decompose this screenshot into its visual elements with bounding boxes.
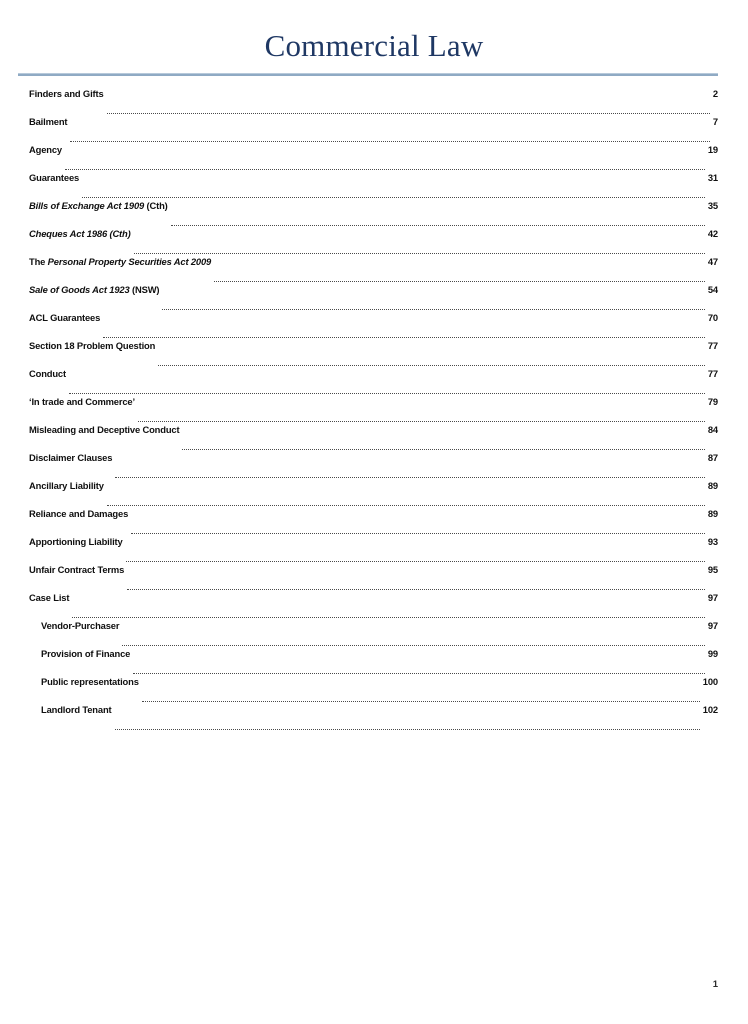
toc-entry-page-number: 102 bbox=[702, 704, 718, 715]
toc-entry-page-number: 19 bbox=[707, 144, 718, 155]
toc-entry[interactable] bbox=[0, 592, 748, 620]
toc-dot-leader bbox=[133, 673, 705, 674]
toc-entry-label: Landlord Tenant bbox=[41, 704, 112, 715]
toc-entry-page-number: 97 bbox=[707, 620, 718, 631]
toc-entry[interactable] bbox=[0, 172, 748, 200]
toc-entry[interactable] bbox=[0, 368, 748, 396]
toc-dot-leader bbox=[122, 645, 705, 646]
toc-entry-page-number: 47 bbox=[707, 256, 718, 267]
toc-dot-leader bbox=[142, 701, 700, 702]
table-of-contents bbox=[0, 88, 748, 732]
toc-dot-leader bbox=[158, 365, 705, 366]
toc-entry-page-number: 2 bbox=[712, 88, 718, 99]
toc-entry[interactable] bbox=[0, 648, 748, 676]
toc-dot-leader bbox=[131, 533, 705, 534]
toc-entry-page-number: 84 bbox=[707, 424, 718, 435]
toc-entry-page-number: 95 bbox=[707, 564, 718, 575]
toc-entry[interactable] bbox=[0, 704, 748, 732]
toc-dot-leader bbox=[115, 729, 700, 730]
toc-entry-label: Ancillary Liability bbox=[29, 480, 104, 491]
toc-entry-page-number: 93 bbox=[707, 536, 718, 547]
toc-entry[interactable] bbox=[0, 620, 748, 648]
toc-entry-page-number: 54 bbox=[707, 284, 718, 295]
toc-entry-page-number: 31 bbox=[707, 172, 718, 183]
toc-entry-label: Case List bbox=[29, 592, 70, 603]
toc-dot-leader bbox=[69, 393, 705, 394]
toc-entry[interactable] bbox=[0, 480, 748, 508]
toc-dot-leader bbox=[138, 421, 705, 422]
toc-dot-leader bbox=[107, 113, 710, 114]
toc-entry[interactable] bbox=[0, 536, 748, 564]
toc-entry-label: ACL Guarantees bbox=[29, 312, 101, 323]
toc-entry-page-number: 42 bbox=[707, 228, 718, 239]
toc-entry[interactable] bbox=[0, 340, 748, 368]
footer-page-number: 1 bbox=[712, 979, 718, 990]
toc-entry[interactable] bbox=[0, 396, 748, 424]
toc-dot-leader bbox=[171, 225, 705, 226]
toc-entry-label: Section 18 Problem Question bbox=[29, 340, 156, 351]
toc-entry-label: Bailment bbox=[29, 116, 68, 127]
toc-entry-label: Conduct bbox=[29, 368, 66, 379]
toc-dot-leader bbox=[72, 617, 705, 618]
toc-dot-leader bbox=[126, 561, 705, 562]
toc-entry-label: Disclaimer Clauses bbox=[29, 452, 113, 463]
toc-entry-page-number: 77 bbox=[707, 368, 718, 379]
toc-entry[interactable] bbox=[0, 228, 748, 256]
toc-dot-leader bbox=[134, 253, 705, 254]
toc-dot-leader bbox=[70, 141, 710, 142]
toc-entry-page-number: 79 bbox=[707, 396, 718, 407]
toc-entry[interactable] bbox=[0, 676, 748, 704]
toc-entry[interactable] bbox=[0, 424, 748, 452]
toc-entry-label: Public representations bbox=[41, 676, 139, 687]
toc-entry-page-number: 35 bbox=[707, 200, 718, 211]
toc-dot-leader bbox=[65, 169, 705, 170]
toc-entry[interactable] bbox=[0, 144, 748, 172]
toc-entry-page-number: 99 bbox=[707, 648, 718, 659]
toc-entry[interactable] bbox=[0, 564, 748, 592]
toc-entry-label: Vendor-Purchaser bbox=[41, 620, 120, 631]
toc-entry-page-number: 100 bbox=[702, 676, 718, 687]
toc-entry-page-number: 89 bbox=[707, 480, 718, 491]
toc-entry-label: Apportioning Liability bbox=[29, 536, 123, 547]
toc-entry-label: Finders and Gifts bbox=[29, 88, 104, 99]
toc-entry[interactable] bbox=[0, 284, 748, 312]
toc-entry-page-number: 89 bbox=[707, 508, 718, 519]
toc-entry[interactable] bbox=[0, 200, 748, 228]
toc-entry[interactable] bbox=[0, 452, 748, 480]
toc-entry-label: Bills of Exchange Act 1909 (Cth) bbox=[29, 200, 168, 211]
toc-entry-label: ‘In trade and Commerce’ bbox=[29, 396, 135, 407]
toc-entry-page-number: 77 bbox=[707, 340, 718, 351]
toc-dot-leader bbox=[115, 477, 705, 478]
toc-entry-label: Misleading and Deceptive Conduct bbox=[29, 424, 180, 435]
toc-dot-leader bbox=[182, 449, 704, 450]
toc-entry-page-number: 70 bbox=[707, 312, 718, 323]
toc-dot-leader bbox=[214, 281, 705, 282]
toc-dot-leader bbox=[162, 309, 704, 310]
toc-entry[interactable] bbox=[0, 508, 748, 536]
toc-entry-label: Guarantees bbox=[29, 172, 80, 183]
toc-entry-page-number: 87 bbox=[707, 452, 718, 463]
toc-entry-label: Sale of Goods Act 1923 (NSW) bbox=[29, 284, 160, 295]
toc-entry[interactable] bbox=[0, 256, 748, 284]
toc-dot-leader bbox=[107, 505, 705, 506]
toc-entry-label: The Personal Property Securities Act 2009 bbox=[29, 256, 212, 267]
toc-entry-label: Unfair Contract Terms bbox=[29, 564, 125, 575]
toc-entry-page-number: 97 bbox=[707, 592, 718, 603]
toc-entry-label: Agency bbox=[29, 144, 62, 155]
toc-entry-label: Cheques Act 1986 (Cth) bbox=[29, 228, 131, 239]
toc-entry[interactable] bbox=[0, 116, 748, 144]
toc-entry[interactable] bbox=[0, 312, 748, 340]
toc-entry-label: Provision of Finance bbox=[41, 648, 131, 659]
toc-entry-label: Reliance and Damages bbox=[29, 508, 129, 519]
title-divider bbox=[18, 73, 718, 76]
toc-entry[interactable] bbox=[0, 88, 748, 116]
toc-entry-page-number: 7 bbox=[712, 116, 718, 127]
toc-dot-leader bbox=[103, 337, 705, 338]
page-title: Commercial Law bbox=[264, 28, 484, 63]
toc-dot-leader bbox=[127, 589, 705, 590]
toc-dot-leader bbox=[82, 197, 705, 198]
